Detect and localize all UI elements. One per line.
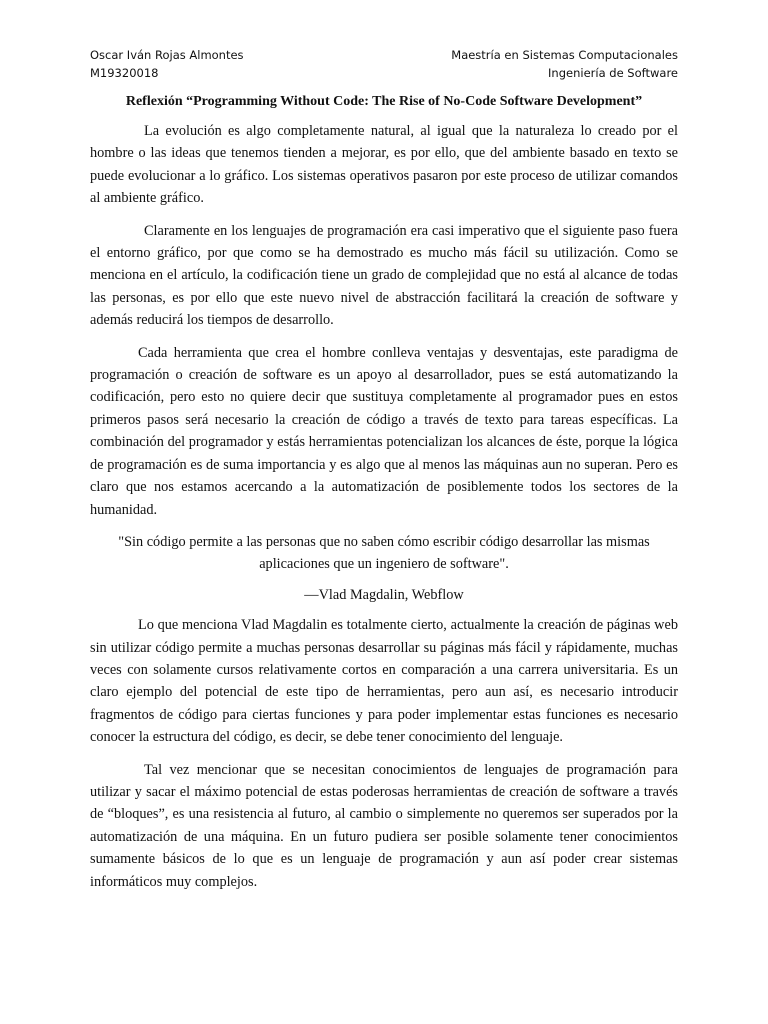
paragraph-5: Tal vez mencionar que se necesitan conocimientos de lenguajes de programación para utilizar y sacar el máximo potencial de estas poderosas herramientas de creación de software a través de “bloques”, es una resistencia al futuro, al cambio o simplemente no queremos ser superados por la automatización de una máquina. En un futuro pudiera ser posible solamente tener conocimientos sumamente básicos de lo que es un lenguaje de programación y aun así poder crear sistemas informáticos muy complejos. [90, 761, 678, 890]
paragraph-1: La evolución es algo completamente natural, al igual que la naturaleza lo creado por el hombre o las ideas que tenemos tienden a mejorar, es por ello, que del ambiente basado en texto se puede evolucionar a lo gráfico. Los sistemas operativos pasaron por este proceso de utilizar comandos al ambiente gráfico. [90, 123, 678, 207]
course-name: Ingeniería de Software [548, 66, 678, 80]
document-body [90, 120, 678, 903]
header-right [451, 46, 678, 82]
header-left [90, 46, 244, 82]
paragraph-2: Claramente en los lenguajes de programación era casi imperativo que el siguiente paso fuera el entorno gráfico, por que como se ha demostrado es mucho más fácil su utilización. Como se menciona en el artículo, la codificación tiene un grado de complejidad que no está al alcance de todas las personas, es por ello que este nuevo nivel de abstracción facilitará la creación de software y además reducirá los tiempos de desarrollo. [90, 222, 678, 329]
quote-text: "Sin código permite a las personas que no saben cómo escribir código desarrollar las mismas aplicaciones que un ingeniero de software". [118, 533, 650, 573]
paragraph-4: Lo que menciona Vlad Magdalin es totalmente cierto, actualmente la creación de páginas web sin utilizar código permite a muchas personas desarrollar su páginas más fácil y rápidamente, muchas veces con solamente cursos relativamente cortos en comparación a una carrera universitaria. Es un claro ejemplo del potencial de este tipo de herramientas, pero aun así, es necesario introducir fragmentos de código para ciertas funciones y para poder implementar estas funciones es necesario conocer la estructura del código, es decir, se debe tener conocimiento del lenguaje. [90, 617, 678, 746]
student-id: M19320018 [90, 66, 159, 80]
document-title: Reflexión “Programming Without Code: The Rise of No-Code Software Development” [125, 94, 643, 109]
quote-attribution: —Vlad Magdalin, Webflow [304, 586, 464, 603]
author-name: Oscar Iván Rojas Almontes [90, 48, 244, 62]
program-name: Maestría en Sistemas Computacionales [451, 48, 678, 62]
paragraph-3: Cada herramienta que crea el hombre conlleva ventajas y desventajas, este paradigma de programación o creación de software es un apoyo al desarrollador, pues se está automatizando la codificación, pero esto no quiere decir que sustituya completamente al programador pues en estos primeros pasos será necesario la creación de código a través de texto para tareas específicas. La combinación del programador y estás herramientas potencializan los alcances de éste, porque la lógica de programación es de suma importancia y es algo que al menos las máquinas aun no superan. Pero es claro que nos estamos acercando a la automatización de posiblemente todos los sectores de la humanidad. [90, 344, 678, 518]
